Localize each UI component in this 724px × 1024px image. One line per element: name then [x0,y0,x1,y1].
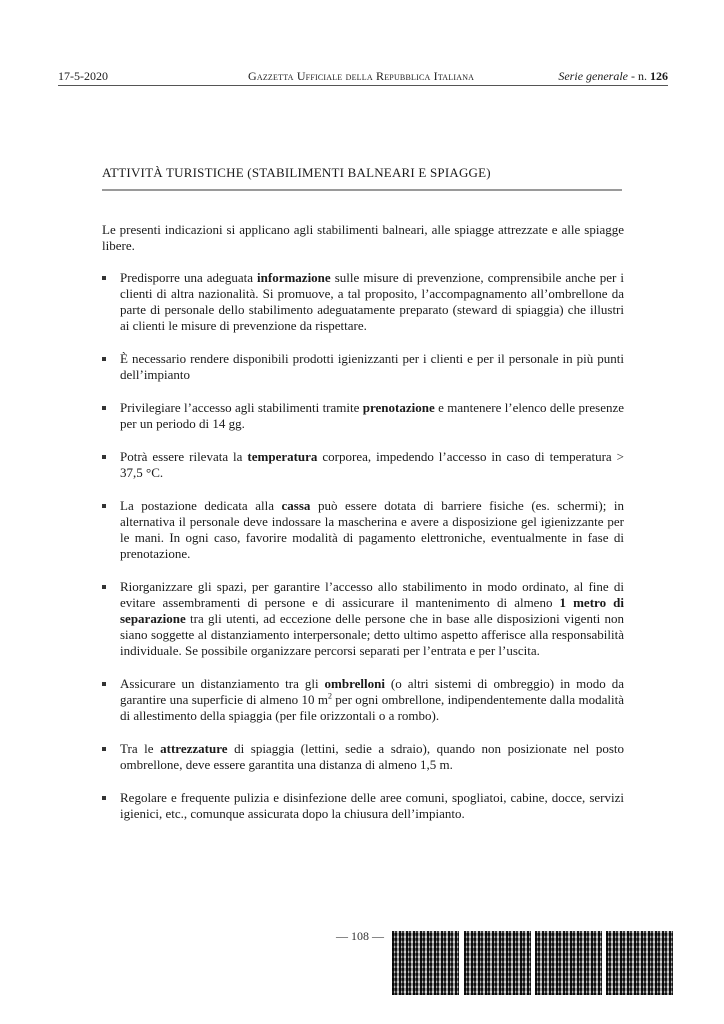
barcode-3 [535,931,602,995]
item-keyword: informazione [257,270,331,285]
item-text: tra gli utenti, ad eccezione delle persone che in base alle disposizioni vigenti non siano soggette al distanziamento interpersonale; detto ultimo aspetto afferisce alla responsabilità individuale. Se possibile organizzare percorsi separati per l’entrata e per l’uscita. [120,611,624,658]
section-divider [102,189,622,191]
item-text: È necessario rendere disponibili prodotti igienizzanti per i clienti e per il personale in più punti dell’impianto [120,351,624,382]
item-keyword: prenotazione [362,400,435,415]
item-text: Predisporre una adeguata [120,270,258,285]
item-text: può essere dotata di barriere fisiche (es. schermi); in alternativa il personale deve indossare la mascherina e avere a disposizione gel igienizzante per le mani. In ogni caso, favorire modalità di pagamento elettroniche, eventualmente in fase di prenotazione. [120,498,625,561]
item-text: La postazione dedicata alla [120,498,282,513]
header-series [558,67,668,85]
item-text: per ogni ombrellone, indipendentemente dalla modalità di allestimento della spiaggia (per file orizzontali o a rombo). [120,692,624,723]
item-text: sulle misure di prevenzione, comprensibile anche per i clienti di altra nazionalità. Si promuove, a tal proposito, l’accompagnamento all’ombrellone da parte di personale dello stabilimento adeguatamente preparato (steward di spiaggia) che illustri ai clienti le misure di prevenzione da rispettare. [120,270,625,333]
item-keyword: ombrelloni [324,676,385,691]
list-item [102,579,624,659]
item-text: Regolare e frequente pulizia e disinfezione delle aree comuni, spogliatoi, cabine, docce, servizi igienici, etc., comunque assicurata dopo la chiusura dell’impianto. [120,790,624,821]
list-item [102,498,624,562]
list-item [102,400,624,432]
item-text: e mantenere l’elenco delle presenze per un periodo di 14 gg. [120,400,624,431]
bullet-icon [102,796,106,800]
item-keyword: 1 metro di separazione [120,595,624,626]
item-keyword: attrezzature [160,741,228,756]
list-item [102,270,624,334]
item-text: Privilegiare l’accesso agli stabilimenti tramite [120,400,363,415]
item-keyword: cassa [281,498,311,513]
item-text: Assicurare un distanziamento tra gli [120,676,325,691]
bullet-icon [102,276,106,280]
header-divider [58,85,668,86]
header-title: Gazzetta Ufficiale della Repubblica Italiana [248,69,475,83]
page-number: — 108 — [336,929,384,943]
bullet-icon [102,747,106,751]
list-item [102,790,624,822]
barcode-2 [464,931,531,995]
barcode-4 [606,931,673,995]
section-title: ATTIVITÀ TURISTICHE (STABILIMENTI BALNEARI E SPIAGGE) [102,165,491,180]
bullet-icon [102,406,106,410]
list-item [102,449,624,481]
item-text: Riorganizzare gli spazi, per garantire l’accesso allo stabilimento in modo ordinato, al fine di evitare assembramenti di persone e di assicurare il mantenimento di almeno [120,579,624,610]
bullet-icon [102,357,106,361]
list-item [102,676,624,724]
intro-paragraph: Le presenti indicazioni si applicano agli stabilimenti balneari, alle spiagge attrezzate e alle spiagge libere. [102,222,624,253]
header-date: 17-5-2020 [58,69,108,83]
bullet-icon [102,455,106,459]
barcode-strip [392,931,677,995]
document-body [102,222,624,839]
bullet-icon [102,504,106,508]
list-item [102,741,624,773]
bullet-icon [102,585,106,589]
series-number: 126 [650,69,668,83]
item-text: corporea, impedendo l’accesso in caso di temperatura > 37,5 °C. [120,449,624,480]
page-header [58,67,668,85]
item-text: di spiaggia (lettini, sedie a sdraio), quando non posizionate nel posto ombrellone, deve essere garantita una distanza di almeno 1,5 m. [120,741,625,772]
item-text: Tra le [120,741,161,756]
series-label: Serie generale [558,69,628,83]
series-separator: - n. [628,69,650,83]
item-keyword: temperatura [247,449,318,464]
item-text: Potrà essere rilevata la [120,449,248,464]
measures-list [102,270,624,822]
item-superscript: 2 [327,691,332,701]
barcode-1 [392,931,459,995]
list-item [102,351,624,383]
item-text: (o altri sistemi di ombreggio) in modo da garantire una superficie di almeno 10 m [120,676,624,707]
bullet-icon [102,682,106,686]
